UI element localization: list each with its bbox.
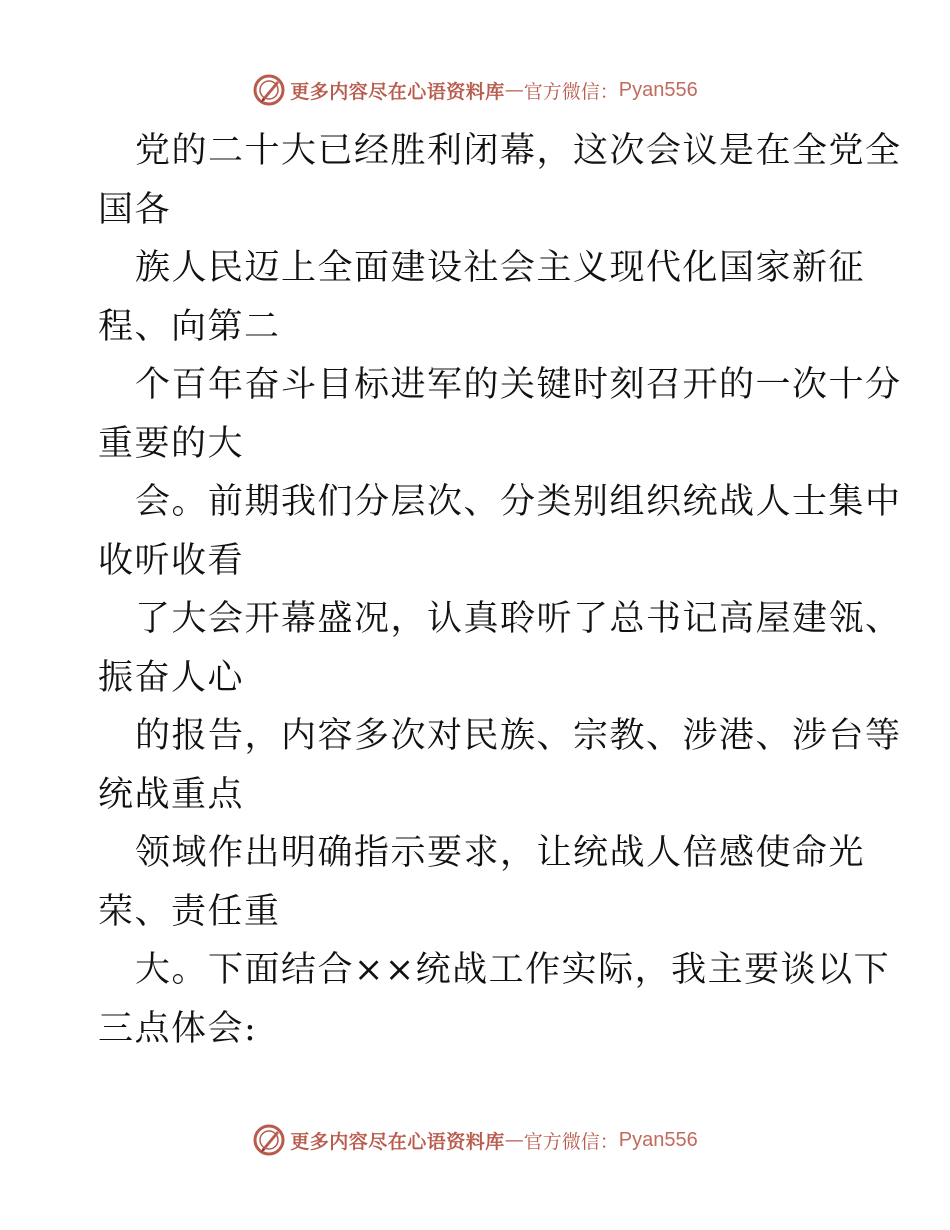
watermark-separator: —: [504, 1129, 524, 1151]
watermark-wechat-id: Pyan556: [618, 78, 698, 101]
paragraph-line: 国各: [98, 189, 172, 230]
header-watermark: [0, 70, 950, 110]
paragraph-line: 荣、责任重: [98, 891, 281, 932]
paragraph-line: 大。下面结合××统战工作实际，我主要谈以下: [135, 950, 891, 990]
paragraph-line: 程、向第二: [98, 306, 281, 347]
watermark-wechat-label: 官方微信：: [523, 80, 619, 103]
paragraph-line: 重要的大: [98, 423, 245, 464]
paragraph-line: 收听收看: [98, 540, 245, 581]
watermark-site-text: 更多内容尽在心语资料库: [290, 80, 505, 103]
footer-watermark: [0, 1120, 950, 1160]
quill-pen-seal-icon: [252, 73, 286, 107]
watermark-wechat-id: Pyan556: [618, 1128, 698, 1151]
paragraph-line: 振奋人心: [98, 657, 245, 698]
document-body: [98, 122, 902, 1058]
watermark-site-text: 更多内容尽在心语资料库: [290, 1130, 505, 1153]
paragraph-line: 个百年奋斗目标进军的关键时刻召开的一次十分: [135, 365, 902, 405]
paragraph-line: 党的二十大已经胜利闭幕，这次会议是在全党全: [135, 131, 902, 171]
paragraph-line: 领域作出明确指示要求，让统战人倍感使命光: [135, 833, 866, 873]
watermark-wechat-label: 官方微信：: [523, 1130, 619, 1153]
paragraph-line: 的报告，内容多次对民族、宗教、涉港、涉台等: [135, 716, 902, 756]
paragraph-line: 了大会开幕盛况，认真聆听了总书记高屋建瓴、: [135, 599, 902, 639]
paragraph-line: 统战重点: [98, 774, 245, 815]
paragraph-line: 会。前期我们分层次、分类别组织统战人士集中: [135, 482, 902, 522]
watermark-separator: —: [504, 79, 524, 101]
paragraph-line: 族人民迈上全面建设社会主义现代化国家新征: [135, 248, 866, 288]
paragraph-line: 三点体会:: [98, 1008, 258, 1049]
quill-pen-seal-icon: [252, 1123, 286, 1157]
